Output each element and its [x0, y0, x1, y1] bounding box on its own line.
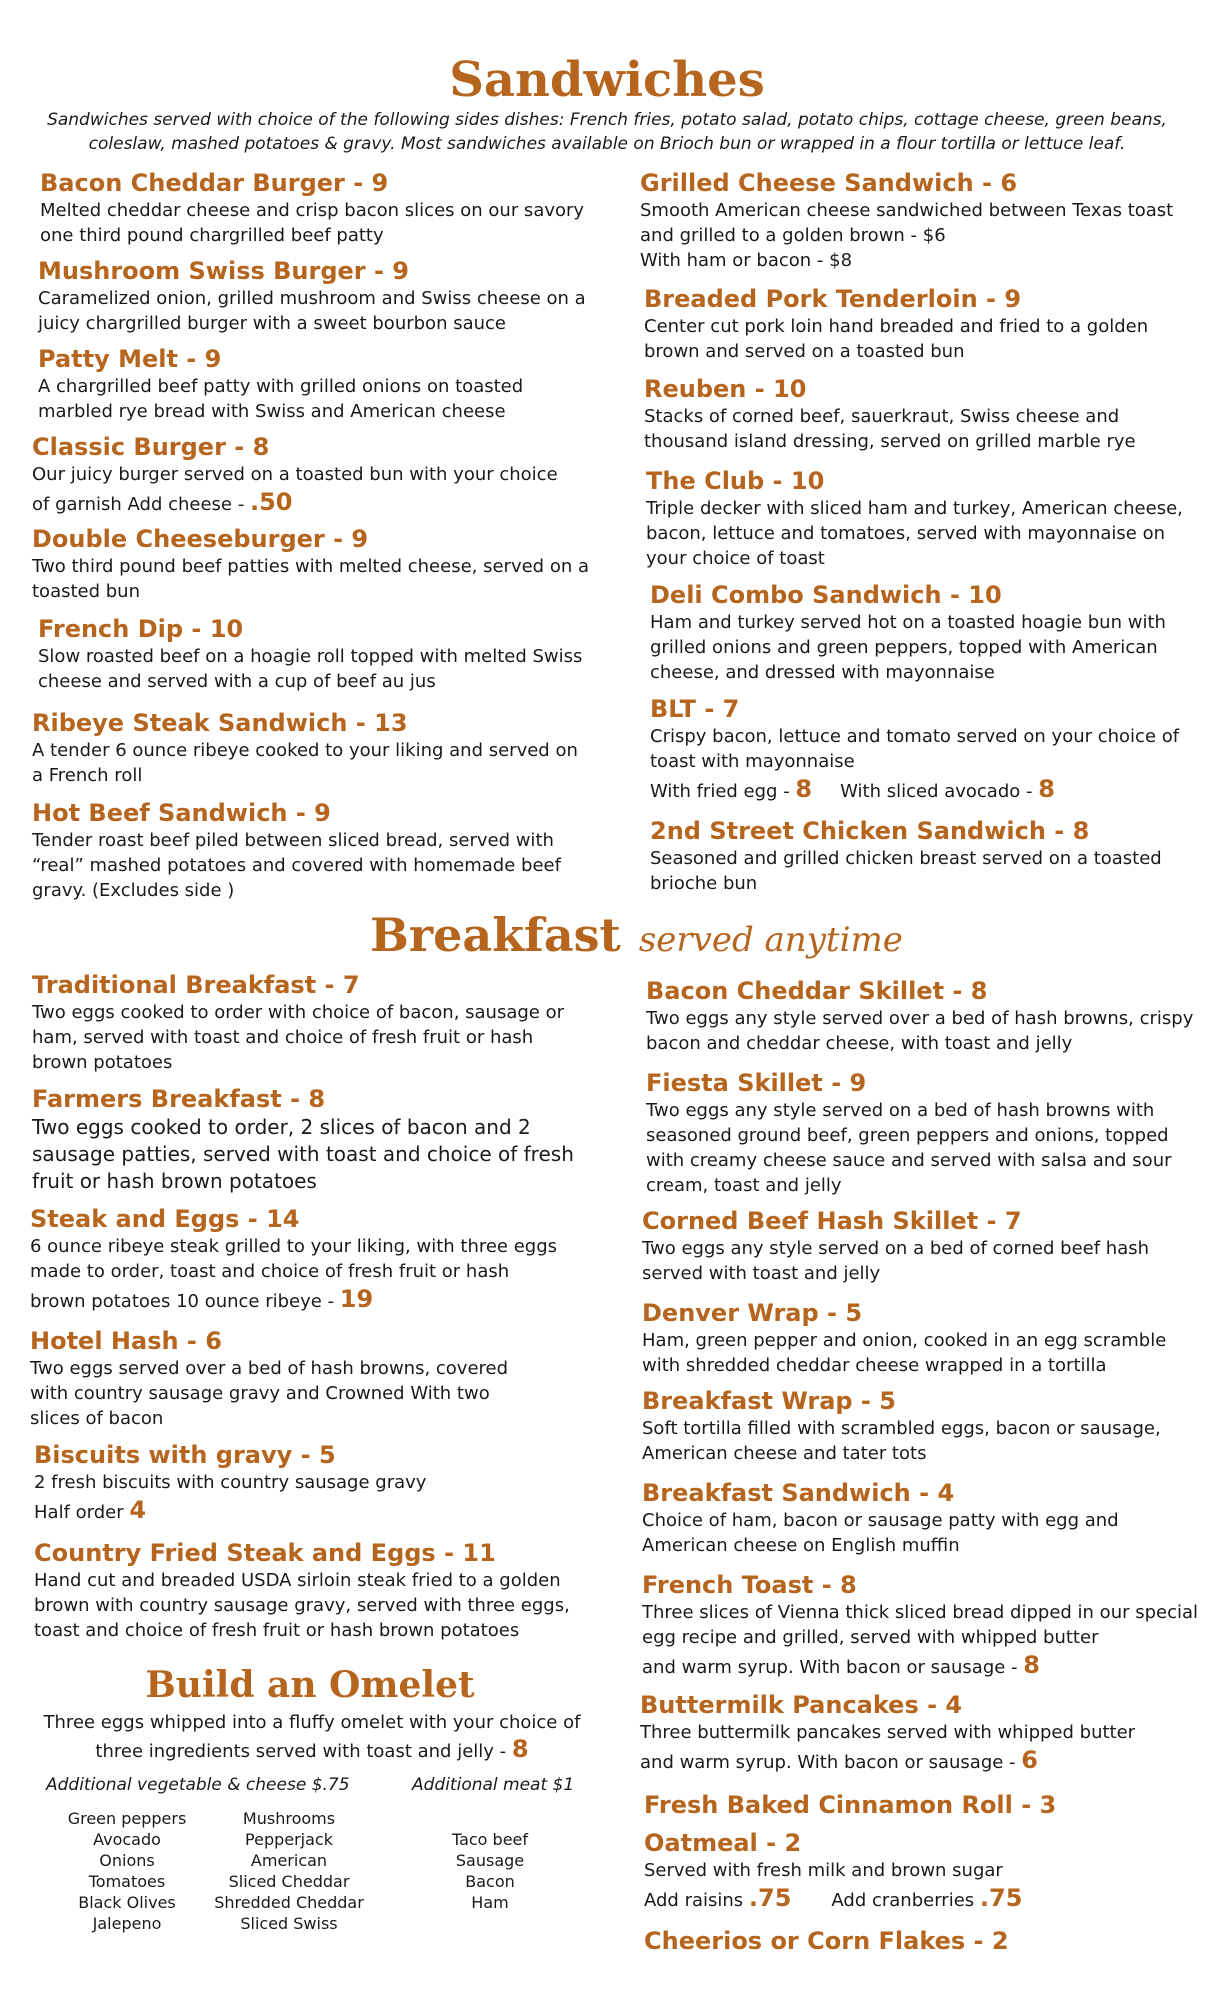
sandwich-item — [640, 168, 1200, 273]
item-desc: Three slices of Vienna thick sliced bread dipped in our special egg recipe and grilled, served with whipped butter — [642, 1602, 1199, 1648]
breakfast-item — [646, 1068, 1206, 1198]
breakfast-item — [642, 1478, 1202, 1558]
item-extra — [642, 1650, 1202, 1683]
item-desc: Seasoned and grilled chicken breast served on a toasted brioche bun — [650, 848, 1162, 894]
item-title: Hot Beef Sandwich - 9 — [32, 799, 331, 827]
omelet-desc-text: Three eggs whipped into a fluffy omelet with your choice of three ingredients served with toast and jelly - — [43, 1712, 581, 1762]
item-title: BLT - 7 — [650, 695, 740, 723]
omelet-meat-heading: Additional meat $1 — [412, 1775, 575, 1795]
item-desc: Two third pound beef patties with melted cheese, served on a toasted bun — [32, 556, 589, 602]
item-desc: Two eggs cooked to order with choice of bacon, sausage or ham, served with toast and choice of fresh fruit or hash brown potatoes — [32, 1002, 565, 1073]
breakfast-item — [644, 1926, 1204, 1956]
breakfast-item — [30, 1204, 590, 1317]
item-title: 2nd Street Chicken Sandwich - 8 — [650, 817, 1090, 845]
extra-price: 8 — [1038, 775, 1055, 803]
extra-text: With fried egg - — [650, 781, 796, 802]
extra-price: 19 — [339, 1285, 374, 1313]
item-title: Mushroom Swiss Burger - 9 — [38, 257, 410, 285]
sandwich-item — [650, 694, 1210, 807]
item-title: Grilled Cheese Sandwich - 6 — [640, 169, 1018, 197]
item-title: Fiesta Skillet - 9 — [646, 1069, 867, 1097]
breakfast-item — [32, 1084, 592, 1195]
item-desc: Our juicy burger served on a toasted bun with your choice — [32, 464, 558, 485]
item-title: Bacon Cheddar Burger - 9 — [40, 169, 389, 197]
omelet-meat-list — [430, 1829, 550, 1913]
omelet-title: Build an Omelet — [145, 1664, 475, 1706]
extra-price: .75 — [979, 1884, 1023, 1912]
breakfast-heading — [370, 908, 903, 962]
item-desc: Triple decker with sliced ham and turkey, American cheese, bacon, lettuce and tomatoes, served with mayonnaise on your choice of toast — [646, 498, 1183, 569]
item-title: Patty Melt - 9 — [38, 345, 222, 373]
extra-price: 6 — [1021, 1746, 1038, 1774]
extra-text: and warm syrup. With bacon or sausage - — [642, 1657, 1024, 1678]
ingredient: American — [250, 1851, 328, 1870]
sandwich-item — [650, 816, 1210, 896]
item-desc: Stacks of corned beef, sauerkraut, Swiss cheese and thousand island dressing, served on grilled marble rye — [644, 406, 1136, 452]
item-desc: Two eggs any style served on a bed of hash browns with seasoned ground beef, green peppers and onions, topped with creamy cheese sauce and served with salsa and sour cream, toast and jelly — [646, 1100, 1172, 1196]
item-title: Buttermilk Pancakes - 4 — [640, 1691, 963, 1719]
item-title: Country Fried Steak and Eggs - 11 — [34, 1539, 496, 1567]
omelet-veg-heading: Additional vegetable & cheese $.75 — [46, 1775, 350, 1795]
breakfast-subtitle: served anytime — [638, 920, 903, 960]
ingredient: Bacon — [465, 1872, 515, 1891]
item-desc: Crispy bacon, lettuce and tomato served on your choice of toast with mayonnaise — [650, 726, 1180, 772]
extra-text: Half order — [34, 1502, 130, 1523]
item-extra — [34, 1495, 594, 1528]
omelet-price: 8 — [511, 1735, 529, 1763]
item-title: Bacon Cheddar Skillet - 8 — [646, 977, 988, 1005]
item-title: Reuben - 10 — [644, 375, 807, 403]
item-desc: A chargrilled beef patty with grilled onions on toasted marbled rye bread with Swiss and American cheese — [38, 376, 524, 422]
extra-text: Add raisins — [644, 1890, 749, 1911]
item-title: Breaded Pork Tenderloin - 9 — [644, 285, 1022, 313]
extra-text: Add cranberries — [831, 1890, 980, 1911]
ingredient: Tomatoes — [88, 1872, 166, 1891]
item-desc: Ham, green pepper and onion, cooked in an egg scramble with shredded cheddar cheese wrapped in a tortilla — [642, 1330, 1167, 1376]
sandwich-item — [644, 374, 1204, 454]
item-desc: Two eggs any style served on a bed of corned beef hash served with toast and jelly — [642, 1238, 1150, 1284]
extra-price: 8 — [795, 775, 813, 803]
extra-text: brown potatoes 10 ounce ribeye - — [30, 1291, 340, 1312]
item-extra — [30, 1284, 590, 1317]
item-title: Biscuits with gravy - 5 — [34, 1441, 336, 1469]
breakfast-item — [644, 1790, 1204, 1820]
item-desc: Slow roasted beef on a hoagie roll topped with melted Swiss cheese and served with a cup of beef au jus — [38, 646, 583, 692]
ingredient: Sliced Cheddar — [228, 1872, 350, 1891]
item-desc: Center cut pork loin hand breaded and fried to a golden brown and served on a toasted bun — [644, 316, 1149, 362]
extra-text: With sliced avocado - — [840, 781, 1039, 802]
sandwich-item — [644, 284, 1204, 364]
item-title: French Toast - 8 — [642, 1571, 857, 1599]
sandwich-item — [32, 798, 592, 903]
item-extra — [32, 487, 592, 520]
breakfast-item — [642, 1206, 1202, 1286]
breakfast-item — [644, 1828, 1204, 1916]
item-desc: Hand cut and breaded USDA sirloin steak fried to a golden brown with country sausage gravy, served with three eggs, toast and choice of fresh fruit or hash brown potatoes — [34, 1570, 570, 1641]
ingredient: Green peppers — [67, 1809, 187, 1828]
breakfast-item — [646, 976, 1206, 1056]
breakfast-item — [642, 1386, 1202, 1466]
sandwich-item — [40, 168, 600, 248]
item-title: Breakfast Sandwich - 4 — [642, 1479, 955, 1507]
item-title: Corned Beef Hash Skillet - 7 — [642, 1207, 1022, 1235]
item-extra — [640, 1745, 1200, 1778]
omelet-desc — [32, 1710, 592, 1765]
ingredient: Onions — [99, 1851, 155, 1870]
item-desc: 6 ounce ribeye steak grilled to your liking, with three eggs made to order, toast and choice of fresh fruit or hash — [30, 1236, 558, 1282]
item-title: Ribeye Steak Sandwich - 13 — [32, 709, 408, 737]
ingredient: Avocado — [93, 1830, 161, 1849]
item-title: Breakfast Wrap - 5 — [642, 1387, 896, 1415]
ingredient: Ham — [471, 1893, 509, 1912]
sandwich-item — [32, 432, 592, 520]
extra-price: 8 — [1023, 1651, 1040, 1679]
ingredient: Sliced Swiss — [240, 1914, 338, 1933]
item-title: Double Cheeseburger - 9 — [32, 525, 369, 553]
sandwiches-intro: Sandwiches served with choice of the following sides dishes: French fries, potato salad, potato chips, cottage cheese, green beans, coleslaw, mashed potatoes & gravy. Most sandwiches available on Brioch bun or wrapped in a flour tortilla or lettuce leaf. — [47, 110, 1167, 154]
breakfast-item — [640, 1690, 1200, 1778]
item-title: Oatmeal - 2 — [644, 1829, 802, 1857]
breakfast-title: Breakfast — [370, 908, 621, 962]
item-desc: Three buttermilk pancakes served with whipped butter — [640, 1722, 1136, 1743]
sandwich-item — [646, 466, 1206, 571]
item-title: Hotel Hash - 6 — [30, 1327, 222, 1355]
item-title: Fresh Baked Cinnamon Roll - 3 — [644, 1791, 1057, 1819]
item-title: Traditional Breakfast - 7 — [32, 971, 360, 999]
extra-price: .75 — [748, 1884, 792, 1912]
item-title: The Club - 10 — [646, 467, 825, 495]
item-extra — [644, 1883, 1204, 1916]
item-title: French Dip - 10 — [38, 615, 244, 643]
item-desc: Smooth American cheese sandwiched between Texas toast and grilled to a golden brown - $6 — [640, 200, 1174, 246]
extra-price: 4 — [129, 1496, 147, 1524]
item-desc: Soft tortilla filled with scrambled eggs, bacon or sausage, American cheese and tater tots — [642, 1418, 1161, 1464]
item-desc: Caramelized onion, grilled mushroom and Swiss cheese on a juicy chargrilled burger with a sweet bourbon sauce — [38, 288, 586, 334]
item-desc: A tender 6 ounce ribeye cooked to your liking and served on a French roll — [32, 740, 578, 786]
item-title: Classic Burger - 8 — [32, 433, 270, 461]
sandwich-item — [32, 708, 592, 788]
item-title: Steak and Eggs - 14 — [30, 1205, 300, 1233]
sandwich-item — [38, 256, 598, 336]
sandwiches-title: Sandwiches — [449, 52, 765, 108]
extra-price: .50 — [249, 488, 293, 516]
item-desc: Melted cheddar cheese and crisp bacon slices on our savory one third pound chargrilled beef patty — [40, 200, 585, 246]
ingredient: Black Olives — [78, 1893, 176, 1912]
breakfast-item — [642, 1298, 1202, 1378]
item-title: Cheerios or Corn Flakes - 2 — [644, 1927, 1009, 1955]
item-extra — [650, 774, 1210, 807]
breakfast-item — [30, 1326, 590, 1431]
omelet-veg-list-1 — [52, 1808, 202, 1934]
breakfast-item — [32, 970, 592, 1075]
item-desc: Two eggs cooked to order, 2 slices of bacon and 2 sausage patties, served with toast and choice of fresh fruit or hash brown potatoes — [32, 1115, 574, 1193]
item-desc-extra: With ham or bacon - $8 — [640, 250, 853, 271]
sandwich-item — [32, 524, 592, 604]
item-desc: 2 fresh biscuits with country sausage gravy — [34, 1472, 427, 1493]
item-title: Denver Wrap - 5 — [642, 1299, 863, 1327]
item-title: Deli Combo Sandwich - 10 — [650, 581, 1002, 609]
ingredient: Shredded Cheddar — [214, 1893, 364, 1912]
item-desc: Tender roast beef piled between sliced bread, served with “real” mashed potatoes and covered with homemade beef gravy. (Excludes side ) — [32, 830, 561, 901]
sandwich-item — [38, 614, 598, 694]
item-desc: Ham and turkey served hot on a toasted hoagie bun with grilled onions and green peppers, topped with American cheese, and dressed with mayonnaise — [650, 612, 1166, 683]
ingredient: Mushrooms — [242, 1809, 336, 1828]
ingredient: Jalepeno — [92, 1914, 162, 1933]
sandwich-item — [38, 344, 598, 424]
item-desc: Served with fresh milk and brown sugar — [644, 1860, 1003, 1881]
breakfast-item — [34, 1538, 594, 1643]
item-desc: Two eggs any style served over a bed of hash browns, crispy bacon and cheddar cheese, with toast and jelly — [646, 1008, 1194, 1054]
breakfast-item — [34, 1440, 594, 1528]
ingredient: Sausage — [455, 1851, 525, 1870]
item-desc: Two eggs served over a bed of hash browns, covered with country sausage gravy and Crowned With two slices of bacon — [30, 1358, 509, 1429]
extra-text: and warm syrup. With bacon or sausage - — [640, 1752, 1022, 1773]
ingredient: Taco beef — [451, 1830, 529, 1849]
sandwich-item — [650, 580, 1210, 685]
breakfast-item — [642, 1570, 1202, 1683]
item-title: Farmers Breakfast - 8 — [32, 1085, 326, 1113]
ingredient: Pepperjack — [245, 1830, 333, 1849]
item-desc: Choice of ham, bacon or sausage patty with egg and American cheese on English muffin — [642, 1510, 1119, 1556]
extra-text: of garnish Add cheese - — [32, 494, 250, 515]
omelet-veg-list-2 — [204, 1808, 374, 1934]
